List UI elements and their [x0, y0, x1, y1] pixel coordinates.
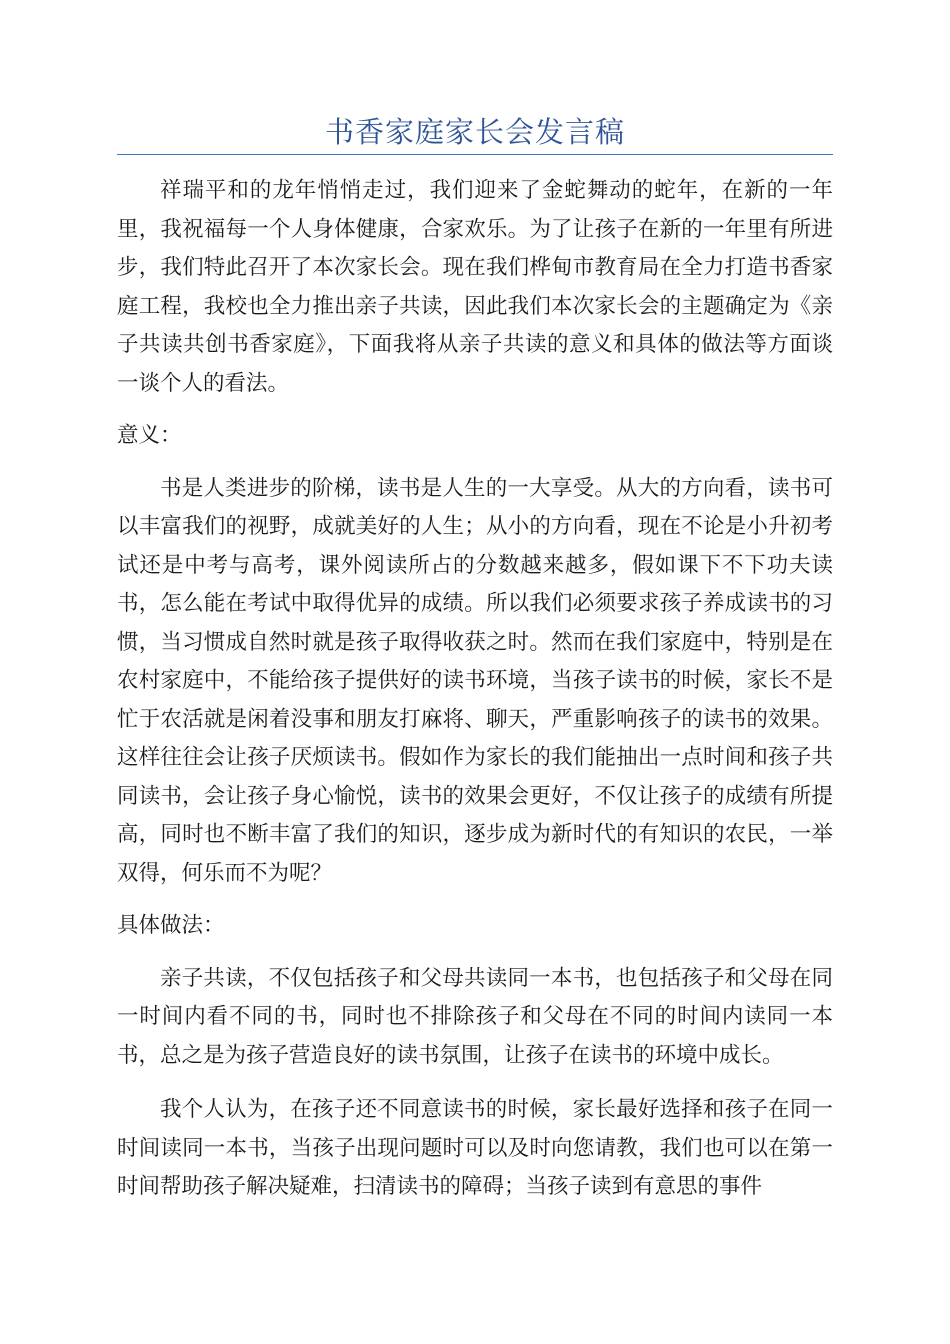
paragraph-opinion: 我个人认为，在孩子还不同意读书的时候，家长最好选择和孩子在同一时间读同一本书，当孩子出现问题时可以及时向您请教，我们也可以在第一时间帮助孩子解决疑难，扫清读书的障碍；当孩子读到有意思的事件 — [117, 1097, 833, 1199]
paragraph-methods: 亲子共读，不仅包括孩子和父母共读同一本书，也包括孩子和父母在同一时间内看不同的书，同时也不排除孩子和父母在不同的时间内读同一本书，总之是为孩子营造良好的读书氛围，让孩子在读书的环境中成长。 — [117, 965, 833, 1068]
section-heading-methods: 具体做法： — [117, 913, 225, 938]
document-title: 书香家庭家长会发言稿 — [324, 115, 625, 149]
paragraph-intro: 祥瑞平和的龙年悄悄走过，我们迎来了金蛇舞动的蛇年，在新的一年里，我祝福每一个人身体健康，合家欢乐。为了让孩子在新的一年里有所进步，我们特此召开了本次家长会。现在我们桦甸市教育局在全力打造书香家庭工程，我校也全力推出亲子共读，因此我们本次家长会的主题确定为《亲子共读共创书香家庭》，下面我将从亲子共读的意义和具体的做法等方面谈一谈个人的看法。 — [117, 178, 833, 396]
title-underline — [117, 154, 833, 155]
paragraph-meaning: 书是人类进步的阶梯，读书是人生的一大享受。从大的方向看，读书可以丰富我们的视野，成就美好的人生；从小的方向看，现在不论是小升初考试还是中考与高考，课外阅读所占的分数越来越多，假如课下不下功夫读书，怎么能在考试中取得优异的成绩。所以我们必须要求孩子养成读书的习惯，当习惯成自然时就是孩子取得收获之时。然而在我们家庭中，特别是在农村家庭中，不能给孩子提供好的读书环境，当孩子读书的时候，家长不是忙于农活就是闲着没事和朋友打麻将、聊天，严重影响孩子的读书的效果。这样往往会让孩子厌烦读书。假如作为家长的我们能抽出一点时间和孩子共同读书，会让孩子身心愉悦，读书的效果会更好，不仅让孩子的成绩有所提高，同时也不断丰富了我们的知识，逐步成为新时代的有知识的农民，一举双得，何乐而不为呢？ — [117, 475, 833, 886]
document-body — [117, 172, 833, 1207]
section-heading-meaning: 意义： — [117, 423, 182, 448]
